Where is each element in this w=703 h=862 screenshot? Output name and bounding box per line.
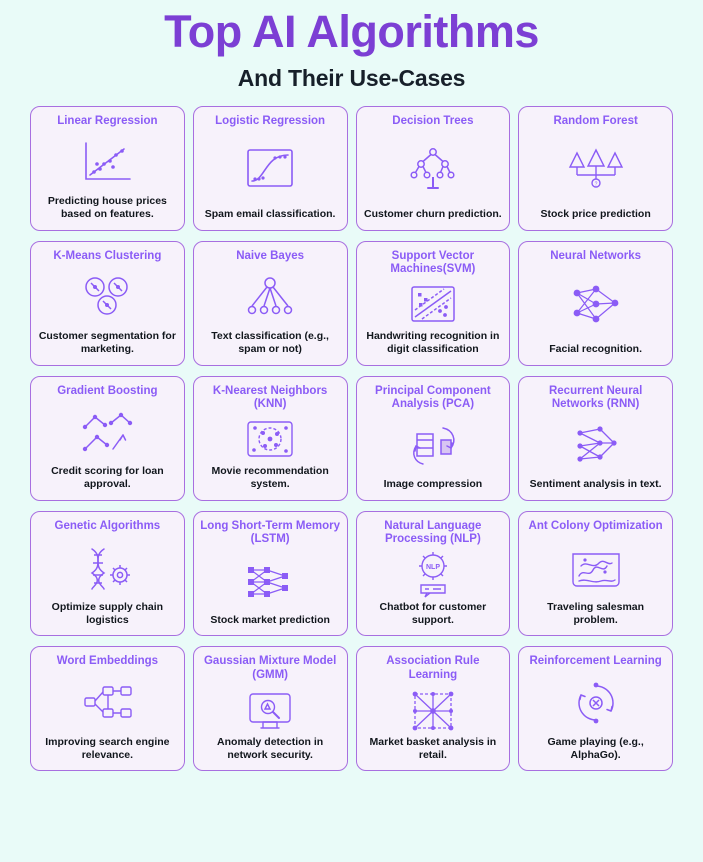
card-title: Naive Bayes bbox=[236, 249, 305, 262]
card-description: Facial recognition. bbox=[549, 343, 643, 356]
card-decision-trees bbox=[356, 106, 511, 231]
gradient-boosting-icon bbox=[37, 400, 178, 465]
card-title: Natural Language Processing (NLP) bbox=[384, 519, 482, 546]
card-genetic-algorithms bbox=[30, 511, 185, 637]
ant-colony-paths-icon bbox=[525, 535, 666, 601]
reinforcement-cycle-icon bbox=[525, 671, 666, 736]
card-description: Customer churn prediction. bbox=[364, 208, 502, 221]
card-description: Improving search engine relevance. bbox=[45, 736, 170, 762]
card-association-rule-learning bbox=[356, 646, 511, 771]
card-title: K-Nearest Neighbors (KNN) bbox=[212, 384, 328, 411]
svg-text:?: ? bbox=[594, 181, 598, 188]
card-k-nearest-neighbors bbox=[193, 376, 348, 501]
card-description: Customer segmentation for marketing. bbox=[38, 330, 176, 356]
card-linear-regression bbox=[30, 106, 185, 231]
lstm-cells-icon bbox=[200, 549, 341, 614]
card-title: Gaussian Mixture Model (GMM) bbox=[203, 655, 337, 682]
card-description: Handwriting recognition in digit classification bbox=[366, 330, 500, 356]
scatter-plot-trendline-icon bbox=[37, 130, 178, 195]
card-description: Predicting house prices based on features. bbox=[47, 195, 167, 221]
page-title: Top AI Algorithms bbox=[164, 6, 539, 57]
card-principal-component-analysis bbox=[356, 376, 511, 501]
card-ant-colony-optimization bbox=[518, 511, 673, 637]
page-subtitle: And Their Use-Cases bbox=[237, 64, 466, 91]
card-random-forest bbox=[518, 106, 673, 231]
card-description: Market basket analysis in retail. bbox=[369, 736, 497, 762]
card-natural-language-processing bbox=[356, 511, 511, 637]
card-title: Decision Trees bbox=[392, 114, 474, 127]
card-title: Reinforcement Learning bbox=[529, 655, 662, 668]
neural-network-icon bbox=[525, 265, 666, 343]
dna-gear-icon bbox=[37, 535, 178, 601]
card-description: Movie recommendation system. bbox=[211, 465, 329, 491]
card-description: Text classification (e.g., spam or not) bbox=[211, 330, 329, 356]
card-word-embeddings bbox=[30, 646, 185, 771]
card-logistic-regression bbox=[193, 106, 348, 231]
card-title: Long Short-Term Memory (LSTM) bbox=[200, 519, 340, 546]
card-description: Traveling salesman problem. bbox=[547, 601, 645, 627]
card-naive-bayes bbox=[193, 241, 348, 366]
word-vector-graph-icon bbox=[37, 671, 178, 736]
card-title: Ant Colony Optimization bbox=[528, 519, 663, 532]
decision-tree-icon bbox=[363, 130, 504, 208]
card-title: Association Rule Learning bbox=[386, 655, 480, 682]
card-title: Neural Networks bbox=[550, 249, 641, 262]
card-recurrent-neural-networks bbox=[518, 376, 673, 501]
card-description: Credit scoring for loan approval. bbox=[51, 465, 164, 491]
bayes-network-icon bbox=[200, 265, 341, 330]
card-title: Random Forest bbox=[553, 114, 638, 127]
svg-text:NLP: NLP bbox=[425, 564, 440, 572]
card-reinforcement-learning bbox=[518, 646, 673, 771]
sigmoid-curve-icon bbox=[200, 130, 341, 208]
nlp-brain-gear-icon bbox=[363, 549, 504, 601]
card-description: Chatbot for customer support. bbox=[379, 601, 487, 627]
rnn-recurrent-icon bbox=[525, 414, 666, 478]
association-grid-icon bbox=[363, 685, 504, 736]
card-title: Support Vector Machines(SVM) bbox=[390, 249, 476, 276]
card-description: Optimize supply chain logistics bbox=[51, 601, 164, 627]
card-title: Genetic Algorithms bbox=[54, 519, 161, 532]
card-description: Spam email classification. bbox=[204, 208, 336, 221]
card-title: Recurrent Neural Networks (RNN) bbox=[548, 384, 643, 411]
knn-points-icon bbox=[200, 414, 341, 465]
pca-compress-icon bbox=[363, 414, 504, 478]
card-neural-networks bbox=[518, 241, 673, 366]
card-description: Image compression bbox=[383, 478, 483, 491]
card-description: Stock market prediction bbox=[210, 614, 330, 627]
card-long-short-term-memory bbox=[193, 511, 348, 637]
card-title: K-Means Clustering bbox=[53, 249, 162, 262]
card-description: Stock price prediction bbox=[540, 208, 651, 221]
card-gradient-boosting bbox=[30, 376, 185, 501]
card-description: Anomaly detection in network security. bbox=[217, 736, 324, 762]
card-title: Gradient Boosting bbox=[57, 384, 158, 397]
card-title: Word Embeddings bbox=[56, 655, 159, 668]
random-forest-icon bbox=[525, 130, 666, 208]
card-gaussian-mixture-model bbox=[193, 646, 348, 771]
card-title: Logistic Regression bbox=[215, 114, 326, 127]
card-k-means-clustering bbox=[30, 241, 185, 366]
cluster-circles-icon bbox=[37, 265, 178, 330]
card-title: Linear Regression bbox=[57, 114, 158, 127]
card-support-vector-machines bbox=[356, 241, 511, 366]
card-title: Principal Component Analysis (PCA) bbox=[375, 384, 491, 411]
svm-hyperplane-icon bbox=[363, 279, 504, 330]
card-description: Sentiment analysis in text. bbox=[529, 478, 662, 491]
algorithm-card-grid bbox=[0, 92, 703, 782]
card-description: Game playing (e.g., AlphaGo). bbox=[547, 736, 644, 762]
gmm-monitor-icon bbox=[200, 685, 341, 736]
